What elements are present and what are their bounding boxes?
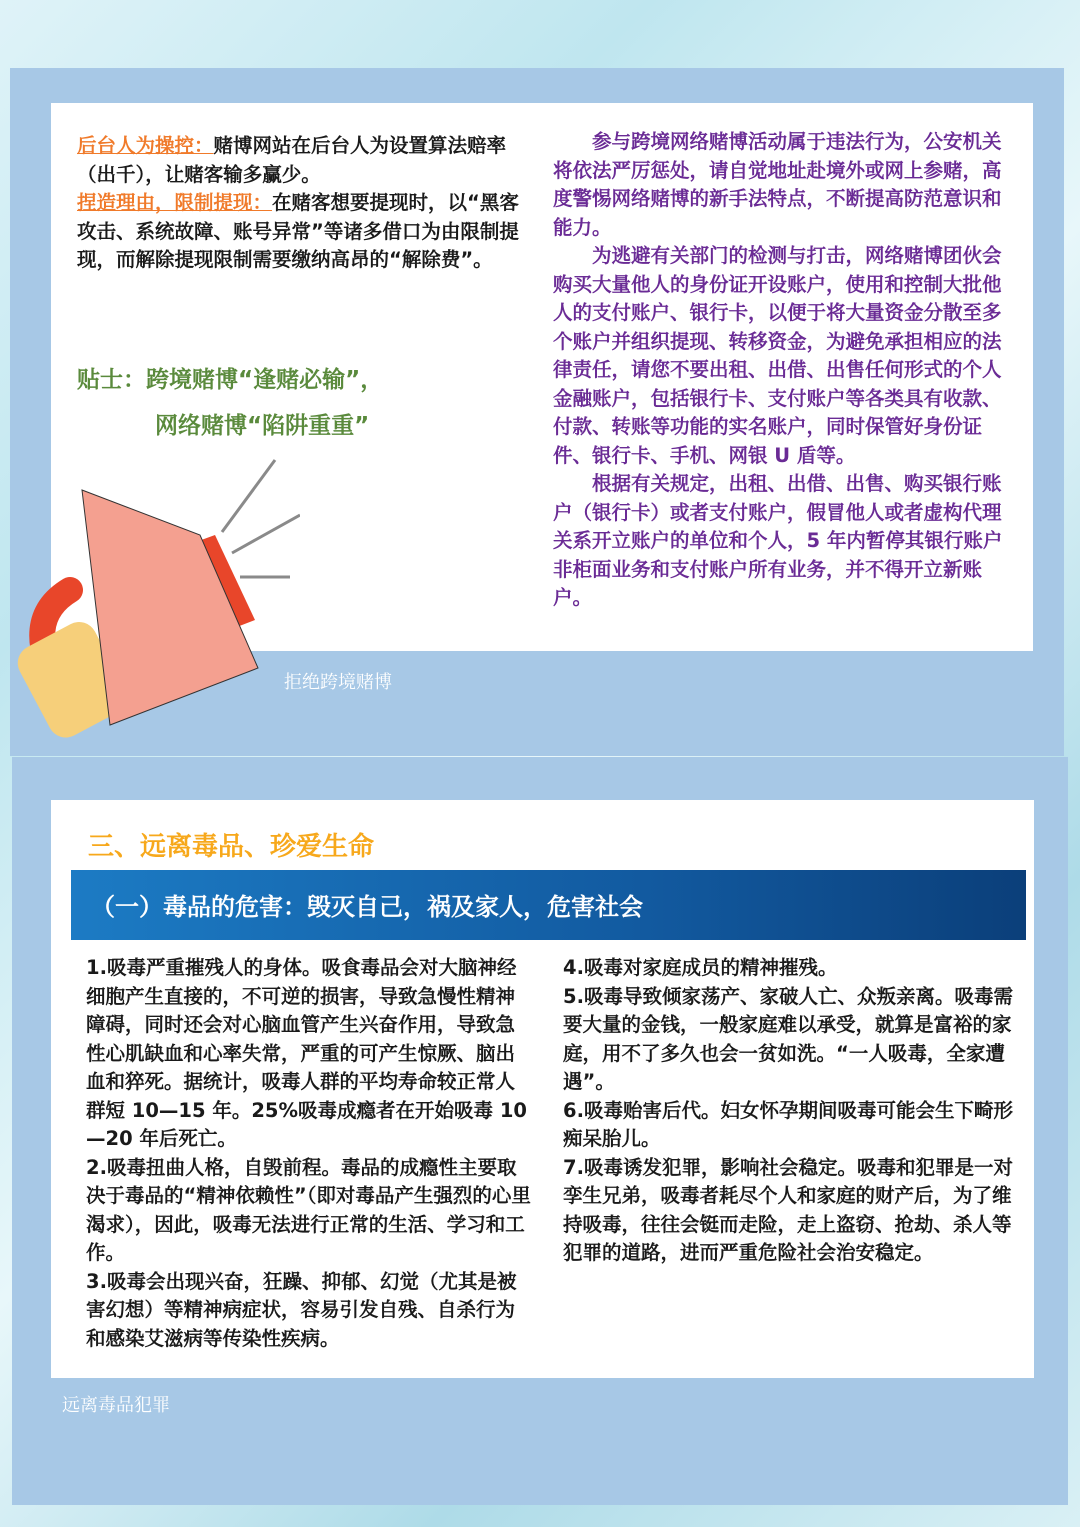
tip-line-1: 贴士：跨境赌博“逢赌必输”， — [77, 367, 384, 393]
tactic-body-backend-control: 赌博网站在后台人为设置算法赔率（出千），让赌客输多赢少。 — [77, 134, 507, 186]
tip-line-2: 网络赌博“陷阱重重” — [155, 413, 370, 439]
tactic-heading-backend-control: 后台人为操控： — [77, 134, 214, 157]
tactic-body-withdraw-limit: 在赌客想要提现时，以“黑客攻击、系统故障、账号异常”等诸多借口为由限制提现，而解除提现限制需要缴纳高昂的“解除费”。 — [77, 191, 519, 271]
harm-item-2: 2.吸毒扭曲人格，自毁前程。毒品的成瘾性主要取决于毒品的“精神依赖性”（即对毒品产生强烈的心里渴求），因此，吸毒无法进行正常的生活、学习和工作。 — [86, 1155, 531, 1264]
harm-item-1: 1.吸毒严重摧残人的身体。吸食毒品会对大脑神经细胞产生直接的，不可逆的损害，导致急慢性精神障碍，同时还会对心脑血管产生兴奋作用，导致急性心肌缺血和心率失常，严重的可产生惊厥、脑出血和猝死。据统计，吸毒人群的平均寿命较正常人群短 10—15 年。25%吸毒成瘾者在开始吸毒 10—20 年后死亡。 — [86, 956, 527, 1150]
gambling-tricks-text — [77, 132, 527, 275]
harm-item-6: 6.吸毒贻害后代。妇女怀孕期间吸毒可能会生下畸形痴呆胎儿。 — [563, 1098, 1013, 1150]
drug-caption: 远离毒品犯罪 — [62, 1395, 170, 1416]
drug-harms-right-column — [563, 954, 1019, 1268]
megaphone-icon — [0, 440, 300, 740]
gambling-advice-text — [553, 128, 1011, 613]
tactic-heading-withdraw-limit: 捏造理由，限制提现： — [77, 191, 273, 214]
gambling-caption: 拒绝跨境赌博 — [284, 672, 392, 693]
advice-paragraph-1: 参与跨境网络赌博活动属于违法行为，公安机关将依法严厉惩处，请自觉地址赴境外或网上参赌，高度警惕网络赌博的新手法特点，不断提高防范意识和能力。 — [553, 130, 1002, 239]
harm-item-3: 3.吸毒会出现兴奋，狂躁、抑郁、幻觉（尤其是被害幻想）等精神病症状，容易引发自残、自杀行为和感染艾滋病等传染性疾病。 — [86, 1269, 517, 1350]
harm-item-7: 7.吸毒诱发犯罪，影响社会稳定。吸毒和犯罪是一对孪生兄弟，吸毒者耗尽个人和家庭的财产后，为了维持吸毒，往往会铤而走险，走上盗窃、抢劫、杀人等犯罪的道路，进而严重危险社会治安稳定。 — [563, 1155, 1013, 1264]
section-title: 三、远离毒品、珍爱生命 — [88, 832, 375, 862]
harm-item-5: 5.吸毒导致倾家荡产、家破人亡、众叛亲离。吸毒需要大量的金钱，一般家庭难以承受，就算是富裕的家庭，用不了多久也会一贫如洗。“一人吸毒，全家遭遇”。 — [563, 984, 1013, 1093]
tip-box — [77, 357, 383, 449]
drug-harms-left-column — [86, 954, 532, 1353]
section-subtitle: （一）毒品的危害：毁灭自己，祸及家人，危害社会 — [91, 893, 643, 921]
advice-paragraph-2: 为逃避有关部门的检测与打击，网络赌博团伙会购买大量他人的身份证开设账户，使用和控制大批他人的支付账户、银行卡，以便于将大量资金分散至多个账户并组织提现、转移资金，为避免承担相应的法律责任，请您不要出租、出借、出售任何形式的个人金融账户，包括银行卡、支付账户等各类具有收款、付款、转账等功能的实名账户，同时保管好身份证件、银行卡、手机、网银 U 盾等。 — [553, 244, 1002, 467]
harm-item-4: 4.吸毒对家庭成员的精神摧残。 — [563, 956, 838, 979]
advice-paragraph-3: 根据有关规定，出租、出借、出售、购买银行账户（银行卡）或者支付账户，假冒他人或者虚构代理关系开立账户的单位和个人，5 年内暂停其银行账户非柜面业务和支付账户所有业务，并不得开立新账户。 — [553, 472, 1003, 609]
